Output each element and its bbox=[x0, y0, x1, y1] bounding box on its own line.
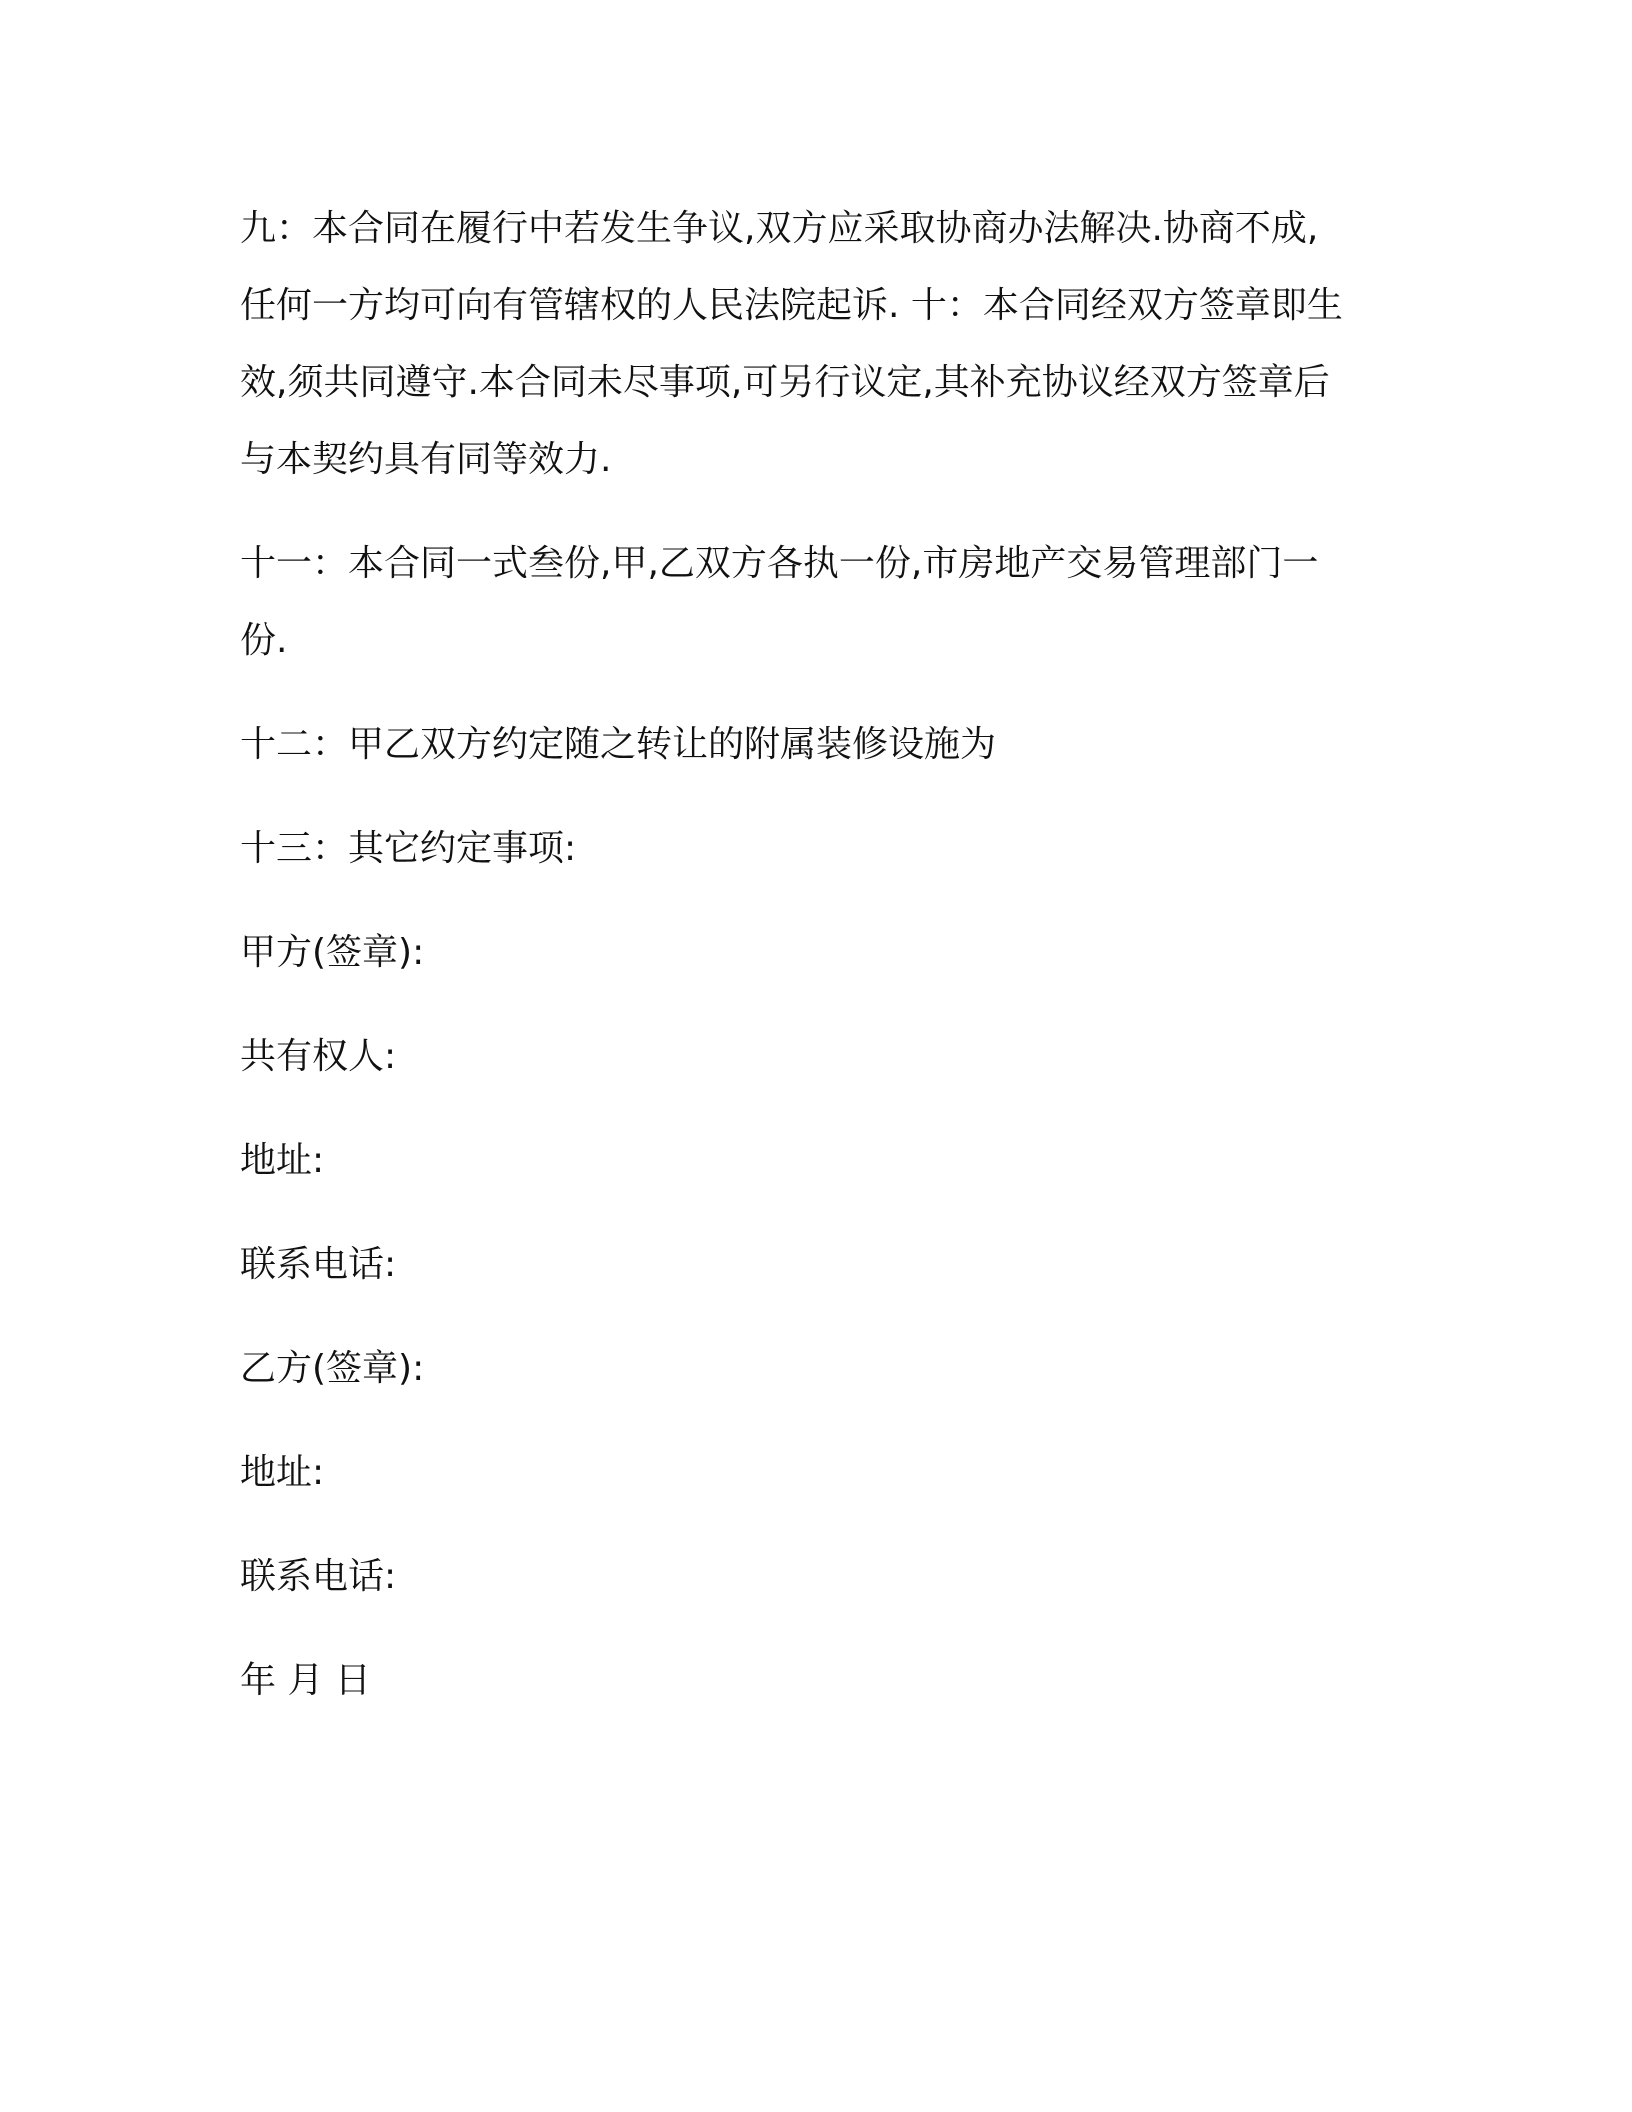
party-b-signature-label: 乙方(签章): bbox=[240, 1348, 425, 1389]
party-a-signature-label: 甲方(签章): bbox=[240, 932, 425, 973]
clause-9-10-line-1: 九：本合同在履行中若发生争议,双方应采取协商办法解决.协商不成, bbox=[240, 208, 1319, 249]
clause-9-10-line-4: 与本契约具有同等效力. bbox=[240, 439, 612, 480]
co-owner-label: 共有权人: bbox=[240, 1036, 397, 1077]
party-a-phone-label: 联系电话: bbox=[240, 1244, 397, 1285]
party-a-address-label: 地址: bbox=[240, 1140, 325, 1181]
clause-13: 十三：其它约定事项: bbox=[240, 828, 577, 869]
clause-12: 十二：甲乙双方约定随之转让的附属装修设施为 bbox=[240, 724, 997, 765]
clause-11 bbox=[240, 525, 1370, 679]
party-b-address-label: 地址: bbox=[240, 1452, 325, 1493]
party-b-phone-label: 联系电话: bbox=[240, 1556, 397, 1597]
date-line: 年 月 日 bbox=[240, 1660, 371, 1701]
document-body bbox=[240, 190, 1370, 1719]
clause-9-10 bbox=[240, 190, 1370, 498]
clause-11-line-1: 十一：本合同一式叁份,甲,乙双方各执一份,市房地产交易管理部门一 bbox=[240, 543, 1319, 584]
clause-11-line-2: 份. bbox=[240, 620, 288, 661]
clause-9-10-line-3: 效,须共同遵守.本合同未尽事项,可另行议定,其补充协议经双方签章后 bbox=[240, 362, 1330, 403]
clause-9-10-line-2: 任何一方均可向有管辖权的人民法院起诉. 十：本合同经双方签章即生 bbox=[240, 285, 1343, 326]
